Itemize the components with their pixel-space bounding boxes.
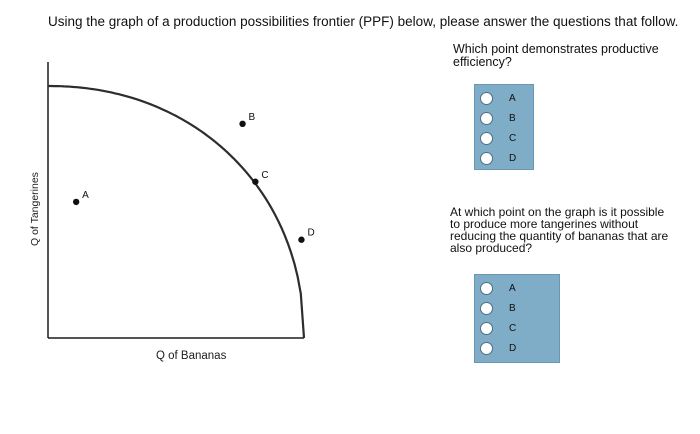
question-2-options [474,274,560,363]
q2-option-d-label: D [509,342,517,354]
ppf-curve [48,86,304,338]
q2-option-b[interactable] [475,298,559,318]
q1-option-b[interactable] [475,108,533,128]
question-1-options [474,84,534,170]
q1-option-d[interactable] [475,148,533,168]
point-c-label: C [261,169,269,181]
q1-option-c[interactable] [475,128,533,148]
q1-radio-a[interactable] [480,92,493,105]
q1-option-c-label: C [509,132,517,144]
point-d [298,237,304,243]
q2-radio-c[interactable] [480,322,493,335]
q1-radio-c[interactable] [480,132,493,145]
q2-option-c[interactable] [475,318,559,338]
q2-option-a[interactable] [475,278,559,298]
q1-option-d-label: D [509,152,517,164]
q1-option-b-label: B [509,112,516,124]
q2-option-a-label: A [509,282,516,294]
q2-radio-a[interactable] [480,282,493,295]
q2-radio-d[interactable] [480,342,493,355]
q2-option-d[interactable] [475,338,559,358]
y-axis-label: Q of Tangerines [29,172,41,246]
q1-radio-b[interactable] [480,112,493,125]
q1-option-a-label: A [509,92,516,104]
point-c [252,179,258,185]
point-b-label: B [248,111,256,123]
point-b [239,121,245,127]
q2-option-c-label: C [509,322,517,334]
point-d-label: D [307,227,315,239]
point-a-label: A [82,189,89,201]
question-2-text: At which point on the graph is it possible to produce more tangerines without reducing the quantity of bananas that are also produced? [450,205,669,255]
q2-option-b-label: B [509,302,516,314]
point-a [73,199,79,205]
q2-radio-b[interactable] [480,302,493,315]
intro-text: Using the graph of a production possibilities frontier (PPF) below, please answer the questions that follow. [48,14,679,29]
q1-radio-d[interactable] [480,152,493,165]
q1-option-a[interactable] [475,88,533,108]
question-1-text: Which point demonstrates productive efficiency? [453,42,659,69]
x-axis-label: Q of Bananas [156,350,227,362]
